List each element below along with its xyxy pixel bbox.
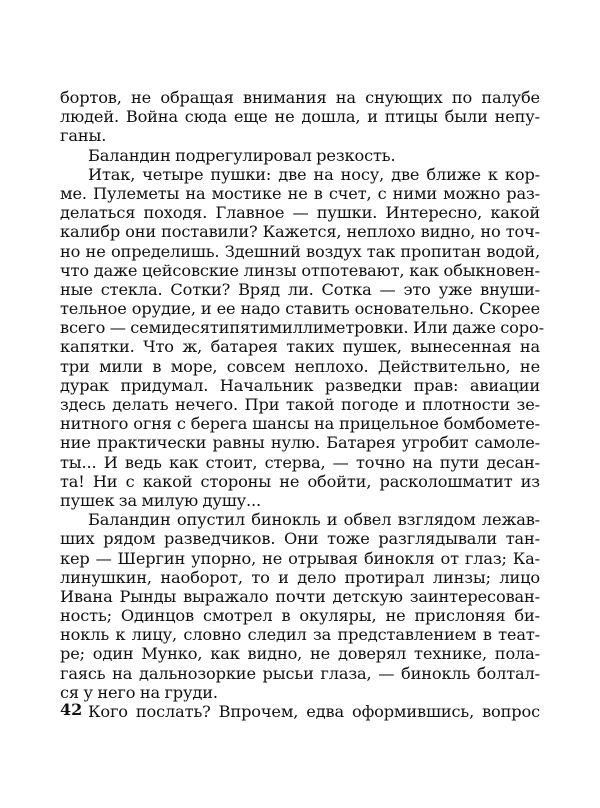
text-line: ность; Одинцов смотрел в окуляры, не прислоняя би- xyxy=(60,606,540,626)
text-line: ты... И ведь как стоит, стерва, — точно на пути десан- xyxy=(60,452,540,472)
text-line: здесь делать нечего. При такой погоде и плотности зе- xyxy=(60,395,540,414)
text-line: Итак, четыре пушки: две на носу, две ближе к кор- xyxy=(88,164,540,184)
text-line: что даже цейсовские линзы отпотевают, как обыкновен- xyxy=(60,260,540,280)
text-line: Баландин подрегулировал резкость. xyxy=(88,145,396,165)
paragraph-4 xyxy=(60,510,540,702)
text-line: дурак придумал. Начальник разведки прав: авиации xyxy=(60,375,540,395)
text-line: три мили в море, совсем неплохо. Действительно, не xyxy=(60,356,540,376)
paragraph-1 xyxy=(60,88,540,146)
text-line: ся у него на груди. xyxy=(60,682,218,702)
text-line: пушек за милую душу... xyxy=(60,490,261,510)
text-line: ганы. xyxy=(60,126,107,146)
text-line: капятки. Что ж, батарея таких пушек, вынесенная на xyxy=(60,337,540,357)
text-line: тельное орудие, и ее надо ставить основательно. Скорее xyxy=(60,299,540,319)
text-line: ние практически равны нулю. Батарея угробит самолe- xyxy=(60,433,540,453)
text-line: бортов, не обращая внимания на снующих по палубе xyxy=(60,88,540,107)
page-body xyxy=(60,88,544,721)
paragraph-2 xyxy=(60,146,540,165)
text-line: всего — семидесятипятимиллиметровки. Или даже соро- xyxy=(60,318,544,338)
text-line: ших рядом разведчиков. Они тоже разглядывали тан- xyxy=(60,529,540,549)
text-line: Ивана Рынды выражало почти детскую заинтересован- xyxy=(60,586,540,606)
text-line: гаясь на дальнозоркие рысьи глаза, — бинокль болтал- xyxy=(60,663,540,683)
text-line: ре; один Мунко, как видно, не доверял технике, пола- xyxy=(60,644,540,664)
text-line: делаться походя. Главное — пушки. Интересно, какой xyxy=(60,203,540,223)
text-line: кер — Шергин упорно, не отрывая бинокля от глаз; Ка- xyxy=(60,548,540,568)
text-line: ные стекла. Сотки? Вряд ли. Сотка — это уже внуши- xyxy=(60,279,540,299)
text-line: линушкин, наоборот, то и дело протирал линзы; лицо xyxy=(60,567,540,587)
text-line: но не определишь. Здешний воздух так пропитан водой, xyxy=(60,241,540,261)
text-line: нитного огня с берега шансы на прицельное бомбомете- xyxy=(60,414,540,434)
paragraph-5 xyxy=(60,702,540,721)
text-line: Кого послать? Впрочем, едва оформившись, вопрос xyxy=(88,702,540,721)
text-line: Баландин опустил бинокль и обвел взглядом лежав- xyxy=(88,510,540,530)
text-line: та! Ни с какой стороны не обойти, расколошматит из xyxy=(60,471,540,491)
paragraph-3 xyxy=(60,164,544,510)
page-number: 42 xyxy=(60,700,83,719)
text-line: ме. Пулеметы на мостике не в счет, с ними можно раз- xyxy=(60,183,540,203)
text-line: людей. Война сюда еще не дошла, и птицы были непу- xyxy=(60,107,540,127)
text-line: калибр они поставили? Кажется, неплохо видно, но точ- xyxy=(60,222,540,242)
text-line: нокль к лицу, словно следил за представлением в теат- xyxy=(60,625,540,645)
